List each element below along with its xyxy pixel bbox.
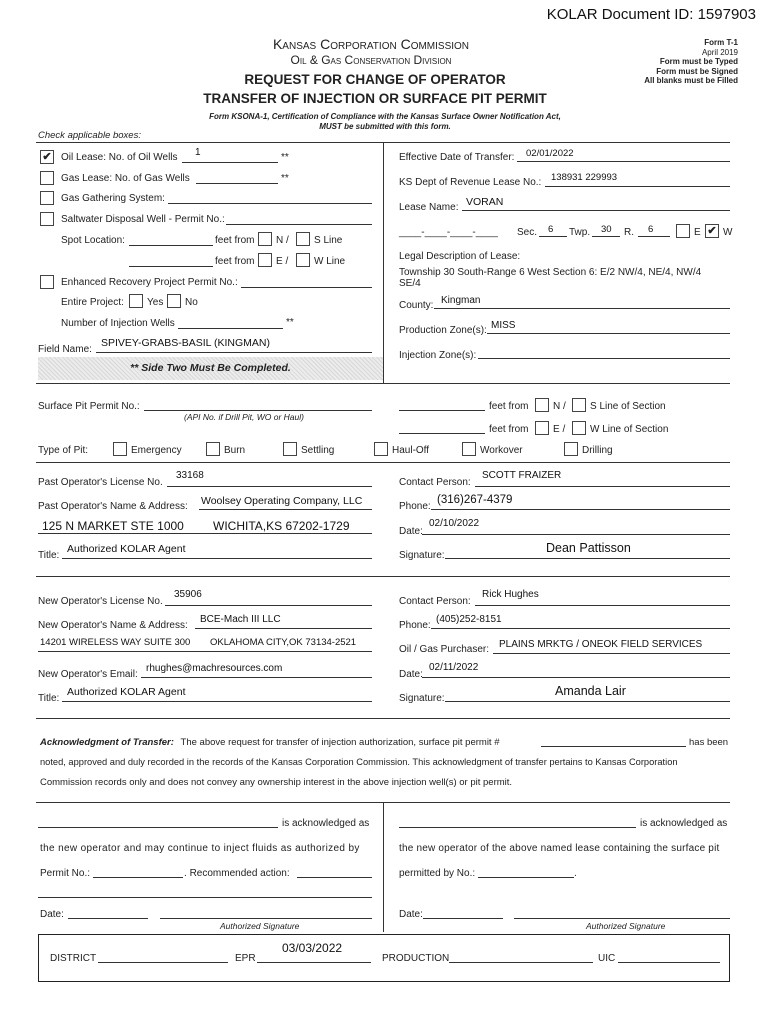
uic-label: UIC xyxy=(598,953,616,964)
west-line-of-section-label: W Line of Section xyxy=(590,424,669,435)
yes-label: Yes xyxy=(147,297,164,308)
ack-right-text: the new operator of the above named lease containing the surface pit xyxy=(399,843,720,854)
county-value[interactable]: Kingman xyxy=(441,295,481,306)
ks-dept-label: KS Dept of Revenue Lease No.: xyxy=(399,177,542,188)
north-label: N xyxy=(553,401,561,412)
field-name-value[interactable]: SPIVEY-GRABS-BASIL (KINGMAN) xyxy=(101,337,271,349)
past-contact-value[interactable]: SCOTT FRAIZER xyxy=(482,470,562,481)
past-name-value[interactable]: Woolsey Operating Company, LLC xyxy=(201,495,363,507)
range-value[interactable]: 6 xyxy=(648,224,654,235)
feet-from-label: feet from xyxy=(489,424,529,435)
gas-gathering-label: Gas Gathering System: xyxy=(61,193,165,204)
pit-type-workover-checkbox[interactable] xyxy=(462,442,476,456)
legal-description-label: Legal Description of Lease: xyxy=(399,251,521,262)
past-address-line-1[interactable]: 125 N MARKET STE 1000 xyxy=(42,519,184,533)
effective-date-label: Effective Date of Transfer: xyxy=(399,152,515,163)
entire-project-label: Entire Project: xyxy=(61,297,124,308)
north-label: N xyxy=(276,235,284,246)
surface-pit-permit-label: Surface Pit Permit No.: xyxy=(38,401,140,412)
past-license-value[interactable]: 33168 xyxy=(176,470,204,481)
lease-name-label: Lease Name: xyxy=(399,202,459,213)
south-line-of-section-label: S Line of Section xyxy=(590,401,666,412)
past-phone-label: Phone: xyxy=(399,501,431,512)
range-east-label: E xyxy=(694,227,701,238)
form-date: April 2019 xyxy=(701,47,738,57)
ack-line-2: noted, approved and duly recorded in the records of the Kansas Corporation Commission. This acknowledgment of transfer pertains to Kansas Corporation xyxy=(40,757,678,767)
new-email-label: New Operator's Email: xyxy=(38,669,138,680)
swd-checkbox[interactable] xyxy=(40,212,54,226)
new-contact-label: Contact Person: xyxy=(399,596,471,607)
legal-description-line-2[interactable]: SE/4 xyxy=(399,278,421,289)
pit-south-checkbox[interactable] xyxy=(572,398,586,412)
divider xyxy=(36,576,730,577)
pit-type-emergency-checkbox[interactable] xyxy=(113,442,127,456)
east-label: E xyxy=(553,424,560,435)
oil-lease-checkbox[interactable]: ✔ xyxy=(40,150,54,164)
new-contact-value[interactable]: Rick Hughes xyxy=(482,589,539,600)
pit-type-burn-checkbox[interactable] xyxy=(206,442,220,456)
pit-type-settling-checkbox[interactable] xyxy=(283,442,297,456)
left-date-label: Date: xyxy=(40,909,64,920)
sec-value[interactable]: 6 xyxy=(548,224,554,235)
new-email-value[interactable]: rhughes@machresources.com xyxy=(146,663,283,674)
feet-from-label: feet from xyxy=(215,256,255,267)
past-title-label: Title: xyxy=(38,550,60,561)
side-two-note: ** Side Two Must Be Completed. xyxy=(130,362,291,374)
right-authorized-signature: Authorized Signature xyxy=(586,921,666,931)
pit-type-hauloff-checkbox[interactable] xyxy=(374,442,388,456)
spot-location-label: Spot Location: xyxy=(61,235,125,246)
injection-zone-label: Injection Zone(s): xyxy=(399,350,477,361)
divider xyxy=(36,462,730,463)
form-title-2: TRANSFER OF INJECTION OR SURFACE PIT PERMIT xyxy=(203,91,547,106)
swd-label: Saltwater Disposal Well - Permit No.: xyxy=(61,214,225,225)
divider xyxy=(36,718,730,719)
ksona-note-2: MUST be submitted with this form. xyxy=(319,122,451,131)
sec-label: Sec. xyxy=(517,227,538,238)
document-id: KOLAR Document ID: 1597903 xyxy=(546,6,756,23)
form-title-1: REQUEST FOR CHANGE OF OPERATOR xyxy=(244,72,506,87)
pit-type-drilling-checkbox[interactable] xyxy=(564,442,578,456)
new-signature-label: Signature: xyxy=(399,693,445,704)
new-date-value[interactable]: 02/11/2022 xyxy=(429,662,479,673)
ksona-note-1: Form KSONA-1, Certification of Compliance with the Kansas Surface Owner Notification Act, xyxy=(209,112,561,121)
field-name-label: Field Name: xyxy=(38,344,92,355)
new-name-value[interactable]: BCE-Mach III LLC xyxy=(200,614,281,625)
pit-west-checkbox[interactable] xyxy=(572,421,586,435)
past-signature-value[interactable]: Dean Pattisson xyxy=(546,541,631,555)
division-name: Oil & Gas Conservation Division xyxy=(290,53,452,67)
required-mark: ** xyxy=(281,173,289,184)
east-label: E xyxy=(276,256,283,267)
feet-from-label: feet from xyxy=(489,401,529,412)
form-notes xyxy=(644,38,738,86)
new-title-label: Title: xyxy=(38,693,60,704)
new-license-value[interactable]: 35906 xyxy=(174,589,202,600)
county-label: County: xyxy=(399,300,434,311)
ack-line-1 xyxy=(40,737,500,748)
past-title-value[interactable]: Authorized KOLAR Agent xyxy=(67,543,186,555)
purchaser-value[interactable]: PLAINS MRKTG / ONEOK FIELD SERVICES xyxy=(499,639,703,650)
range-east-checkbox[interactable] xyxy=(676,224,690,238)
left-authorized-signature: Authorized Signature xyxy=(220,921,300,931)
required-mark: ** xyxy=(281,152,289,163)
pit-type-workover-label: Workover xyxy=(480,445,523,456)
no-label: No xyxy=(185,297,198,308)
gas-lease-checkbox[interactable] xyxy=(40,171,54,185)
main-divider xyxy=(383,142,384,384)
note-signed: Form must be Signed xyxy=(656,66,738,76)
recommended-action-label: Recommended action: xyxy=(189,868,290,879)
lease-name-value[interactable]: VORAN xyxy=(466,196,504,208)
past-signature-label: Signature: xyxy=(399,550,445,561)
ks-dept-value[interactable]: 138931 229993 xyxy=(551,172,618,183)
is-acknowledged-left: is acknowledged as xyxy=(282,818,370,829)
west-checkbox[interactable] xyxy=(296,253,310,267)
past-contact-label: Contact Person: xyxy=(399,477,471,488)
note-filled: All blanks must be Filled xyxy=(644,76,738,85)
note-typed: Form must be Typed xyxy=(659,57,738,66)
oil-lease-label: Oil Lease: No. of Oil Wells xyxy=(61,152,178,163)
epr-date[interactable]: 03/03/2022 xyxy=(282,941,343,955)
twp-label: Twp. xyxy=(569,227,591,238)
past-phone-value[interactable]: (316)267-4379 xyxy=(437,494,513,506)
past-license-label: Past Operator's License No. xyxy=(38,477,163,488)
pit-east-checkbox[interactable] xyxy=(535,421,549,435)
eor-label: Enhanced Recovery Project Permit No.: xyxy=(61,277,238,288)
eor-checkbox[interactable] xyxy=(40,275,54,289)
pit-type-drilling-label: Drilling xyxy=(582,445,613,456)
oil-wells-count[interactable]: 1 xyxy=(195,147,201,158)
west-line-label: W Line xyxy=(314,256,346,267)
check-applicable-label: Check applicable boxes: xyxy=(38,130,141,141)
feet-from-label: feet from xyxy=(215,235,255,246)
range-west-checkbox[interactable]: ✔ xyxy=(705,224,719,238)
north-checkbox[interactable] xyxy=(258,232,272,246)
gas-gathering-checkbox[interactable] xyxy=(40,191,54,205)
new-phone-label: Phone: xyxy=(399,620,431,631)
new-title-value[interactable]: Authorized KOLAR Agent xyxy=(67,686,186,698)
production-zone-label: Production Zone(s): xyxy=(399,325,487,336)
range-label: R. xyxy=(624,227,634,238)
ack-divider xyxy=(383,802,384,932)
production-label: PRODUCTION xyxy=(382,953,450,964)
past-date-value[interactable]: 02/10/2022 xyxy=(429,518,480,529)
right-date-label: Date: xyxy=(399,909,423,920)
new-signature-value[interactable]: Amanda Lair xyxy=(555,684,626,698)
south-line-label: S Line xyxy=(314,235,343,246)
legal-description-line-1[interactable]: Township 30 South-Range 6 West Section 6: E/2 NW/4, NE/4, NW/4 xyxy=(399,267,702,278)
pit-type-settling-label: Settling xyxy=(301,445,335,456)
ack-title: Acknowledgment of Transfer: xyxy=(40,737,174,748)
api-note: (API No. if Drill Pit, WO or Haul) xyxy=(184,412,304,422)
ack-line-3: Commission records only and does not convey any ownership interest in the above injection well(s) or pit permit. xyxy=(40,777,513,788)
num-injection-wells-label: Number of Injection Wells xyxy=(61,318,175,329)
past-address-line-2[interactable]: WICHITA,KS 67202-1729 xyxy=(213,519,350,533)
pit-type-burn-label: Burn xyxy=(224,445,246,456)
agency-name: Kansas Corporation Commission xyxy=(272,36,470,52)
new-date-label: Date: xyxy=(399,669,423,680)
entire-project-no-checkbox[interactable] xyxy=(167,294,181,308)
required-mark: ** xyxy=(286,317,294,328)
new-phone-value[interactable]: (405)252-8151 xyxy=(436,614,502,625)
range-west-label: W xyxy=(723,227,733,238)
purchaser-label: Oil / Gas Purchaser: xyxy=(399,644,490,655)
epr-label: EPR xyxy=(235,953,256,964)
district-label: DISTRICT xyxy=(50,953,97,964)
pit-north-checkbox[interactable] xyxy=(535,398,549,412)
permit-no-label: Permit No.: xyxy=(40,868,91,879)
permitted-by-label: permitted by No.: xyxy=(399,868,476,879)
production-zone-value[interactable]: MISS xyxy=(491,320,516,331)
type-of-pit-label: Type of Pit: xyxy=(38,445,89,456)
twp-value[interactable]: 30 xyxy=(601,224,612,235)
new-name-label: New Operator's Name & Address: xyxy=(38,620,188,631)
east-checkbox[interactable] xyxy=(258,253,272,267)
effective-date-value[interactable]: 02/01/2022 xyxy=(526,148,574,159)
new-address-line-2[interactable]: OKLAHOMA CITY,OK 73134-2521 xyxy=(210,637,357,648)
past-name-label: Past Operator's Name & Address: xyxy=(38,501,188,512)
is-acknowledged-right: is acknowledged as xyxy=(640,818,728,829)
new-license-label: New Operator's License No. xyxy=(38,596,163,607)
south-checkbox[interactable] xyxy=(296,232,310,246)
entire-project-yes-checkbox[interactable] xyxy=(129,294,143,308)
ack-text-1b: has been xyxy=(689,737,729,748)
form-number: Form T-1 xyxy=(704,38,738,47)
new-address-line-1[interactable]: 14201 WIRELESS WAY SUITE 300 xyxy=(40,637,191,648)
pit-type-emergency-label: Emergency xyxy=(131,445,182,456)
past-date-label: Date: xyxy=(399,526,423,537)
pit-type-hauloff-label: Haul-Off xyxy=(392,445,430,456)
ack-left-text: the new operator and may continue to inject fluids as authorized by xyxy=(40,843,360,854)
gas-lease-label: Gas Lease: No. of Gas Wells xyxy=(61,173,190,184)
ack-text-1: The above request for transfer of injection authorization, surface pit permit # xyxy=(180,737,500,748)
